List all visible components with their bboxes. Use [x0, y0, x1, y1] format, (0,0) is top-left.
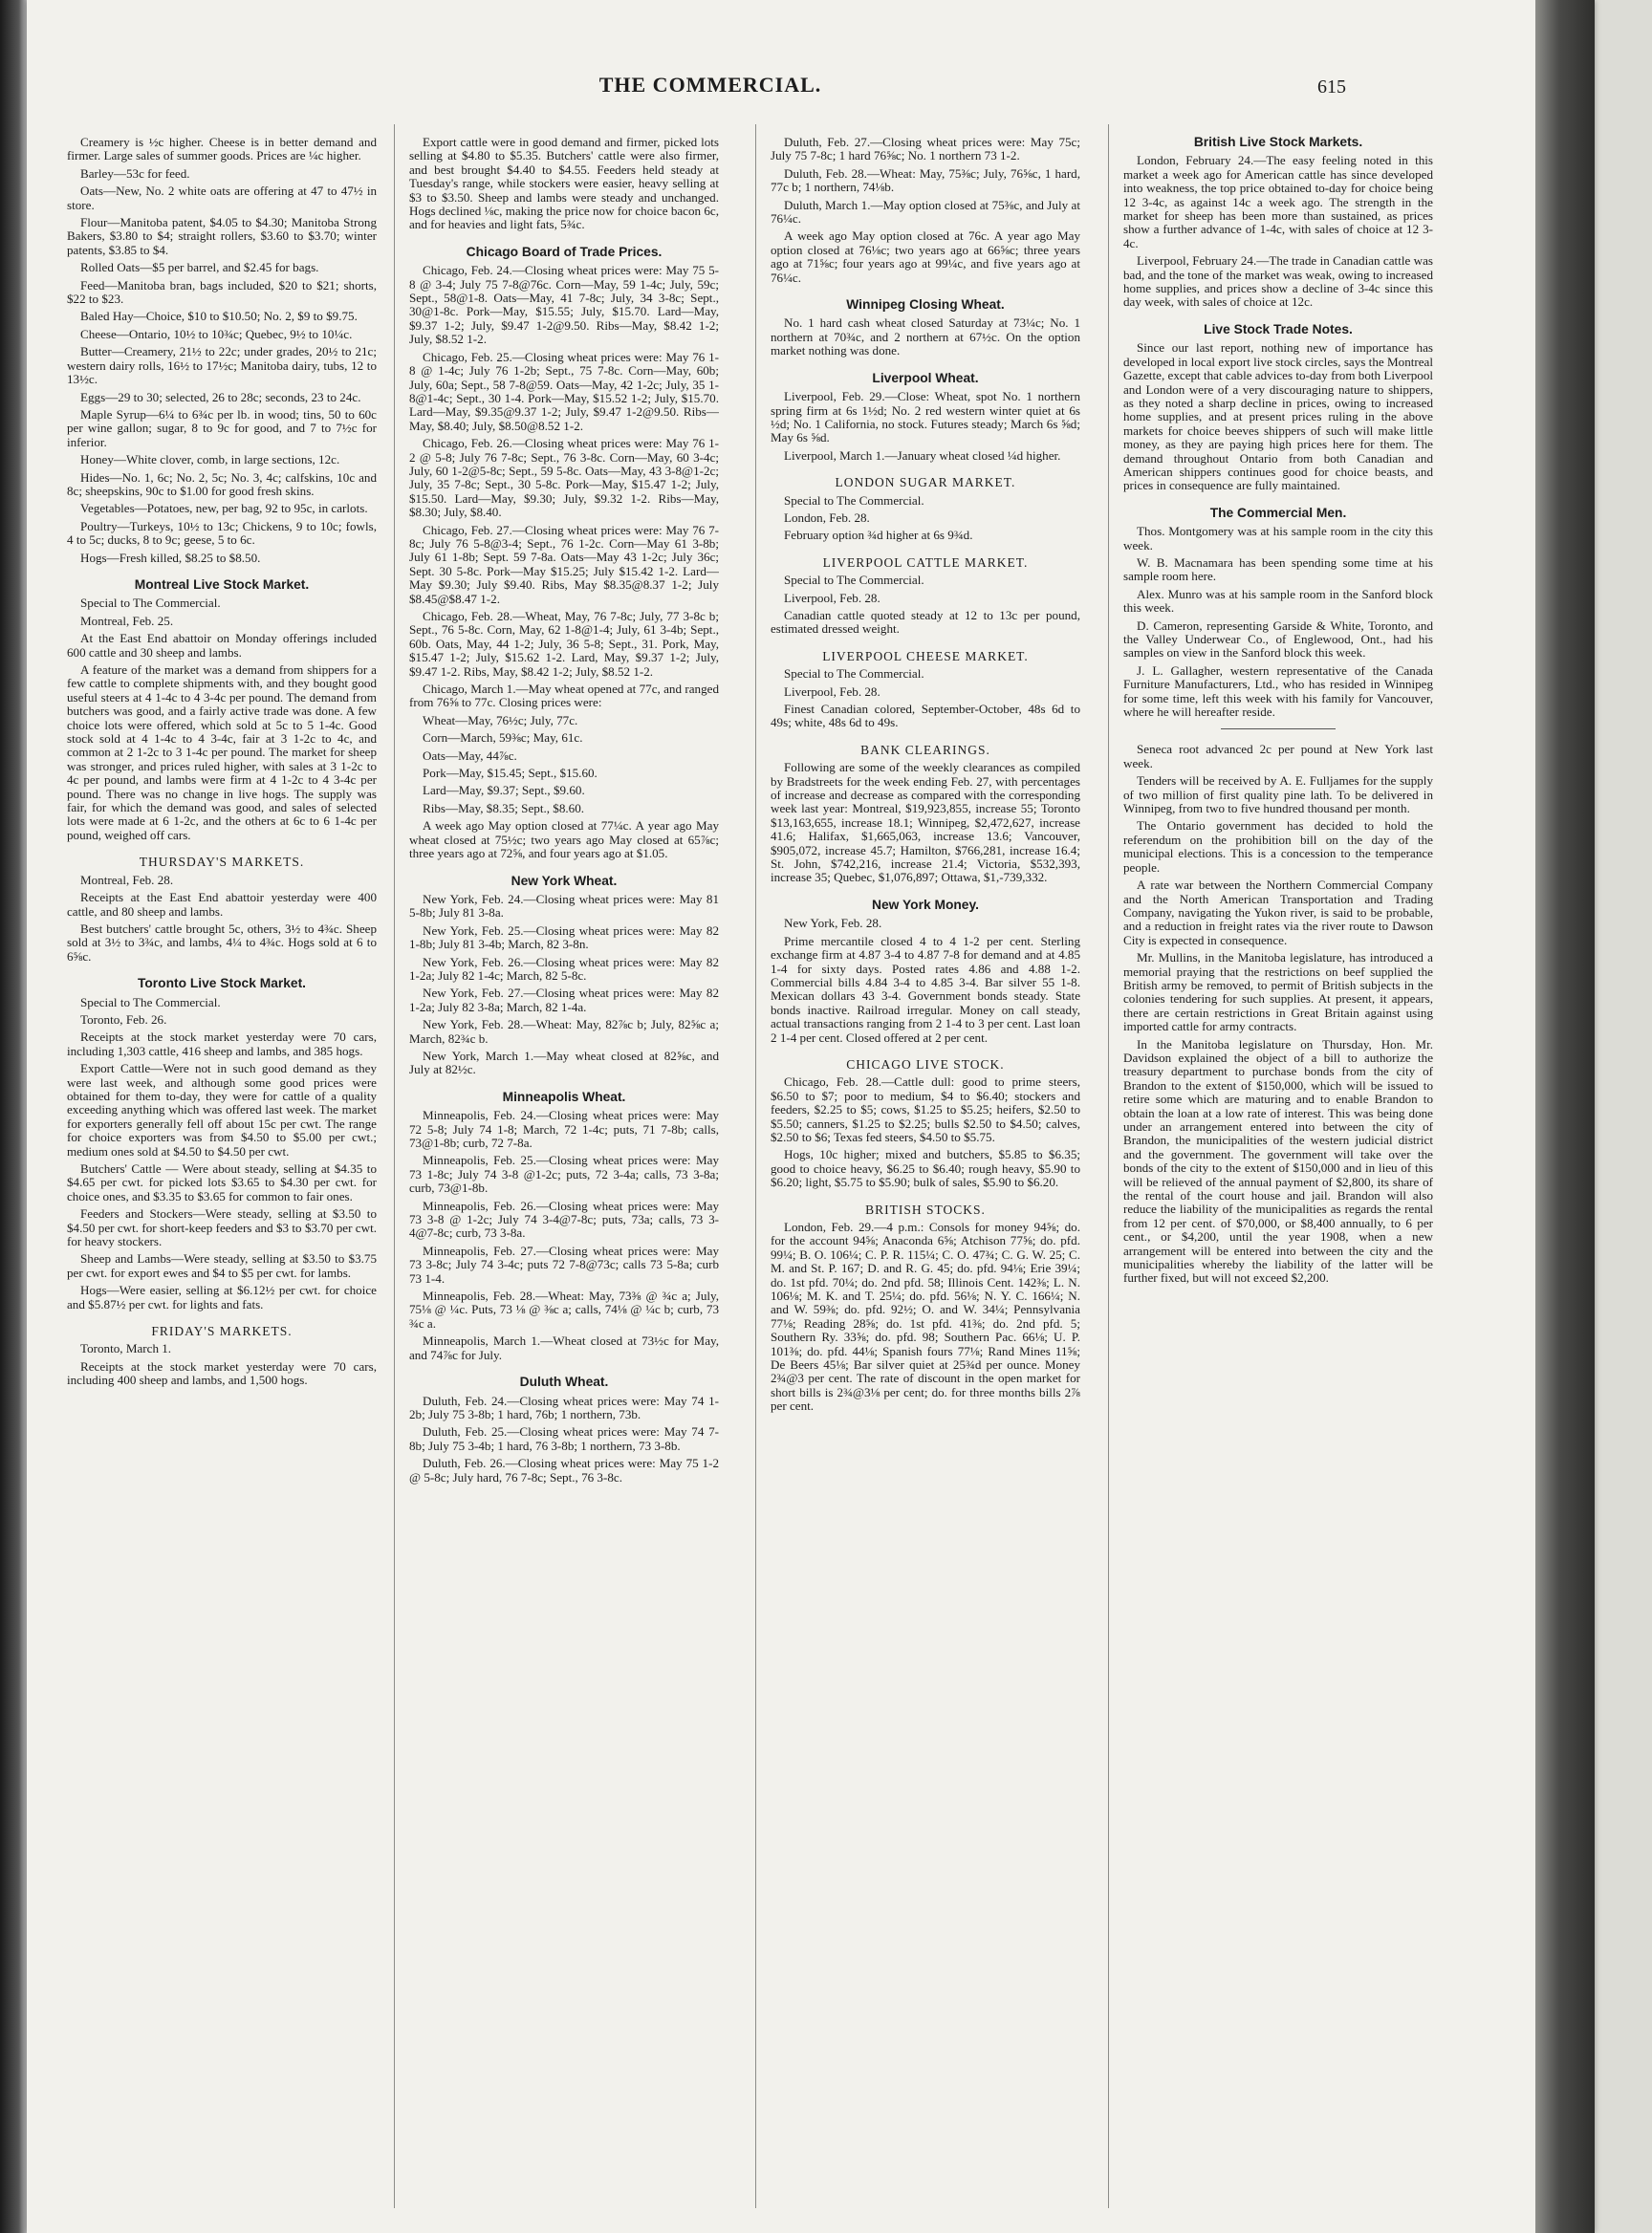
- section-heading: Winnipeg Closing Wheat.: [846, 297, 1005, 313]
- paragraph: Pork—May, $15.45; Sept., $15.60.: [423, 766, 598, 781]
- article-section: [1123, 136, 1433, 310]
- page-edge-shadow: [1535, 0, 1595, 2233]
- section-heading: Live Stock Trade Notes.: [1204, 321, 1353, 336]
- paragraph: Eggs—29 to 30; selected, 26 to 28c; seconds, 23 to 24c.: [80, 389, 361, 404]
- section-heading: New York Wheat.: [511, 873, 618, 888]
- section-heading: LONDON SUGAR MARKET.: [835, 475, 1016, 490]
- paragraph: Toronto, Feb. 26.: [80, 1011, 167, 1027]
- section-heading: BANK CLEARINGS.: [860, 742, 990, 757]
- paragraph: Ribs—May, $8.35; Sept., $8.60.: [423, 800, 585, 815]
- section-heading: Toronto Live Stock Market.: [137, 976, 307, 991]
- paragraph: Since our last report, nothing new of importance has developed in local export live stock circles, says the Montreal Gazette, except that cable advices to-day from both Liverpool and London were of a very discouraging nature to shippers, as they noted a sharp decline in prices, owing to increased home supplies, and at present prices ruling in the above markets for choice beeves shippers of such will make little money, as they are paying high prices here for them. The demand throughout Ontario from both Canadian and American shippers continues good for choice beasts, and prices in consequence are fully maintained.: [1123, 340, 1433, 493]
- section-heading: FRIDAY'S MARKETS.: [151, 1324, 293, 1339]
- section-heading: LIVERPOOL CHEESE MARKET.: [822, 648, 1029, 663]
- paragraph: Hogs—Were easier, selling at $6.12½ per cwt. for choice and $5.87½ per cwt. for lights and fats.: [67, 1283, 377, 1312]
- paragraph: Cheese—Ontario, 10½ to 10¾c; Quebec, 9½ to 10¼c.: [80, 326, 353, 341]
- paragraph: Lard—May, $9.37; Sept., $9.60.: [423, 783, 585, 798]
- page-header: [27, 73, 1595, 105]
- section-heading: THURSDAY'S MARKETS.: [139, 855, 305, 870]
- paragraph: Minneapolis, Feb. 25.—Closing wheat prices were: May 73 1-8c; July 74 3-8 @1-2c; puts, 72 3-4a; calls, 73 3-8a; curb, 73@1-8b.: [409, 1153, 719, 1196]
- article-section: [409, 136, 719, 232]
- paragraph: Baled Hay—Choice, $10 to $10.50; No. 2, $9 to $9.75.: [80, 309, 358, 324]
- article-section: [409, 1376, 719, 1485]
- paragraph: Toronto, March 1.: [80, 1341, 172, 1356]
- paragraph: Liverpool, February 24.—The trade in Canadian cattle was bad, and the tone of the market was weak, owing to increased home supplies, and prices show a decline of 3-4c since this day week, with sales of choice at 12c.: [1123, 253, 1433, 310]
- paragraph: London, Feb. 28.: [784, 509, 870, 525]
- paragraph: New York, Feb. 26.—Closing wheat prices were: May 82 1-2a; July 82 1-4c; March, 82 5-8c.: [409, 954, 719, 983]
- paragraph: Duluth, March 1.—May option closed at 75⅜c, and July at 76¼c.: [771, 197, 1080, 227]
- paragraph: Seneca root advanced 2c per pound at New York last week.: [1123, 742, 1433, 770]
- paragraph: A rate war between the Northern Commercial Company and the North American Transportation and Trading Company, navigating the Yukon river, is said to be probable, and a reduction in freight rates via the river route to Dawson City is expected in consequence.: [1123, 878, 1433, 947]
- section-heading: BRITISH STOCKS.: [865, 1202, 986, 1217]
- paragraph: Oats—New, No. 2 white oats are offering at 47 to 47½ in store.: [67, 184, 377, 212]
- section-heading: Chicago Board of Trade Prices.: [466, 244, 663, 259]
- article-section: [1123, 507, 1433, 730]
- paragraph: Feed—Manitoba bran, bags included, $20 to $21; shorts, $22 to $23.: [67, 277, 377, 307]
- paragraph: Special to The Commercial.: [784, 666, 924, 682]
- paragraph: Special to The Commercial.: [80, 596, 221, 611]
- paragraph: Flour—Manitoba patent, $4.05 to $4.30; Manitoba Strong Bakers, $3.80 to $4; straight rollers, $3.60 to $3.70; winter patents, $3.85 to $4.: [67, 215, 377, 257]
- paragraph: Export Cattle—Were not in such good demand as they were last week, and although some good prices were obtained for them to-day, they were for cattle of a quality exceeding anything which was offered last week. The market for exporters generally fell off about 15c per cwt. The range for choice exporters was from $4.50 to $5.00 per cwt.; medium ones sold at $4.50 to $4.50 per cwt.: [67, 1061, 377, 1159]
- paragraph: Corn—March, 59⅜c; May, 61c.: [423, 730, 583, 746]
- section-divider: [1221, 728, 1336, 729]
- paragraph: Creamery is ½c higher. Cheese is in better demand and firmer. Large sales of summer goods. Prices are ¼c higher.: [67, 135, 377, 163]
- article-section: [67, 1325, 377, 1388]
- article-section: [771, 1203, 1080, 1414]
- paragraph: Sheep and Lambs—Were steady, selling at $3.50 to $3.75 per cwt. for export ewes and $4 to $5 per cwt. for lambs.: [67, 1251, 377, 1280]
- paragraph: Hides—No. 1, 6c; No. 2, 5c; No. 3, 4c; calfskins, 10c and 8c; sheepskins, 90c to $1.00 for good fresh skins.: [67, 469, 377, 498]
- paragraph: New York, Feb. 25.—Closing wheat prices were: May 82 1-8b; July 81 3-4b; March, 82 3-8n.: [409, 922, 719, 952]
- paragraph: Minneapolis, March 1.—Wheat closed at 73½c for May, and 74⅞c for July.: [409, 1333, 719, 1362]
- paragraph: New York, Feb. 28.: [784, 916, 882, 931]
- paragraph: New York, March 1.—May wheat closed at 82⅝c, and July at 82½c.: [409, 1048, 719, 1077]
- paragraph: The Ontario government has decided to hold the referendum on the prohibition bill on the day of the municipal elections. This is a concession to the temperance people.: [1123, 818, 1433, 875]
- paragraph: Montreal, Feb. 25.: [80, 613, 174, 628]
- paragraph: A week ago May option closed at 77¼c. A year ago May wheat closed at 75½c; two years ago May closed at 65⅞c; three years ago at 72⅝, and four years ago at $1.05.: [409, 818, 719, 861]
- paragraph: Montreal, Feb. 28.: [80, 872, 174, 887]
- paragraph: Minneapolis, Feb. 27.—Closing wheat prices were: May 73 3-8c; July 74 3-4c; puts 72 7-8@73c; calls 73 5-8a; curb 73 1-4.: [409, 1243, 719, 1286]
- paragraph: Mr. Mullins, in the Manitoba legislature, has introduced a memorial praying that the restrictions on beef supplied the British army be removed, to permit of British subjects in the colonies tendering for such supplies. At present, it appears, there are certain restrictions in Great Britain against using imported cattle for army contracts.: [1123, 950, 1433, 1034]
- paragraph: Receipts at the stock market yesterday were 70 cars, including 1,303 cattle, 416 sheep and lambs, and 385 hogs.: [67, 1030, 377, 1058]
- article-section: [1123, 323, 1433, 493]
- paragraph: Special to The Commercial.: [784, 492, 924, 508]
- paragraph: New York, Feb. 24.—Closing wheat prices were: May 81 5-8b; July 81 3-8a.: [409, 891, 719, 921]
- article-section: [1123, 743, 1433, 1285]
- section-heading: Liverpool Wheat.: [872, 370, 979, 385]
- paragraph: Alex. Munro was at his sample room in the Sanford block this week.: [1123, 586, 1433, 616]
- paragraph: Chicago, Feb. 28.—Wheat, May, 76 7-8c; July, 77 3-8c b; Sept., 76 5-8c. Corn, May, 62 1-8@1-4; July, 61 3-4b; Sept., 60b. Oats, May, 44 1-2; July, 36 5-8; Sept., 31. Pork, May, $15.47 1-2; July, $15.62 1-2. Lard, May, $9.37 1-2; July, $9.47 1-2. Ribs, May, $8.42 1-2; July, $8.52 1-2.: [409, 609, 719, 679]
- article-section: [67, 856, 377, 964]
- article-section: [771, 556, 1080, 637]
- paragraph: London, Feb. 29.—4 p.m.: Consols for money 94⅝; do. for the account 94⅝; Anaconda 6⅝; Atchison 77⅝; do. pfd. 99¼; B. O. 106¼; C. P. R. 115¼; C. O. 47¾; C. G. W. 25; C. M. and St. P. 167; D. and R. G. 45; do. pfd. 94⅛; Erie 39¼; do. 1st pfd. 70¼; do. 2nd pfd. 58; Illinois Cent. 142⅜; L. N. 106⅛; M. K. and T. 25¼; do. pfd. 56⅛; N. Y. C. 166¼; N. and W. 59⅜; do. pfd. 92½; O. and W. 34¼; Pennsylvania 77⅛; Reading 28⅝; do. 1st pfd. 41⅜; do. 2nd pfd. 5; Southern Ry. 33⅝; do. pfd. 98; Southern Pac. 66⅛; U. P. 101⅜; do. pfd. 44⅛; Spanish fours 77⅛; Rand Mines 11⅝; De Beers 45⅛; Bar silver quiet at 25¾d per ounce. Money 2¾@3 per cent. The rate of discount in the open market for short bills is 2¾@3⅛ per cent; do. for three months bills 2⅞ per cent.: [771, 1220, 1080, 1414]
- column-rule: [1108, 124, 1109, 2208]
- article-section: [67, 578, 377, 842]
- paragraph: W. B. Macnamara has been spending some time at his sample room here.: [1123, 554, 1433, 584]
- paragraph: Duluth, Feb. 27.—Closing wheat prices were: May 75c; July 75 7-8c; 1 hard 76⅝c; No. 1 northern 73 1-2.: [771, 135, 1080, 163]
- paragraph: London, February 24.—The easy feeling noted in this market a week ago for American cattle has since developed into weakness, the top price obtained to-day for choice being 12 3-4c, as against 14c a week ago. The strength in the market for sheep has been more than sustained, as prices show a further advance of 1-4c, with sales of choice at 12 3-4c.: [1123, 153, 1433, 250]
- article-section: [409, 875, 719, 1077]
- paragraph: Minneapolis, Feb. 28.—Wheat: May, 73⅜ @ ¾c a; July, 75⅛ @ ¼c. Puts, 73 ⅛ @ ⅜c a; calls, 74⅛ @ ¼c b; curb, 73 ¾c a.: [409, 1289, 719, 1331]
- paragraph: Following are some of the weekly clearances as compiled by Bradstreets for the week ending Feb. 27, with percentages of increase and decrease as compared with the corresponding week last year: Montreal, $19,923,855, increase 55; Toronto $13,163,655, increase 18.1; Winnipeg, $2,472,627, increase 41.6; Halifax, $1,665,063, increase 13.6; Vancouver, $905,072, increase 45.7; Hamilton, $766,281, increase 16.4; St. John, $742,216, increase 21.4; Victoria, $532,393, increase 35; Quebec, $1,076,897; Ottawa, $1,-739,332.: [771, 760, 1080, 885]
- article-section: [771, 372, 1080, 463]
- newspaper-page: [27, 0, 1595, 2233]
- paragraph: New York, Feb. 28.—Wheat: May, 82⅞c b; July, 82⅝c a; March, 82¾c b.: [409, 1017, 719, 1046]
- paragraph: Maple Syrup—6¼ to 6¾c per lb. in wood; tins, 50 to 60c per wine gallon; sugar, 8 to 9c for good, and 7 to 7½c for inferior.: [67, 406, 377, 449]
- column-3: [771, 122, 1080, 2216]
- paragraph: Best butchers' cattle brought 5c, others, 3½ to 4¾c. Sheep sold at 3½ to 3¾c, and lambs, 4¼ to 4¾c. Hogs sold at 6 to 6⅝c.: [67, 921, 377, 964]
- column-1: [67, 122, 377, 2216]
- paragraph: Minneapolis, Feb. 26.—Closing wheat prices were: May 73 3-8 @ 1-2c; July 74 3-4@7-8c; puts, 73a; calls, 73 3-4@7-8c; curb, 73 3-8a.: [409, 1198, 719, 1241]
- paragraph: Canadian cattle quoted steady at 12 to 13c per pound, estimated dressed weight.: [771, 607, 1080, 637]
- paragraph: Butter—Creamery, 21½ to 22c; under grades, 20½ to 21c; western dairy rolls, 16½ to 17½c; Manitoba dairy, tubs, 12 to 13½c.: [67, 344, 377, 387]
- paragraph: Special to The Commercial.: [80, 994, 221, 1009]
- paragraph: No. 1 hard cash wheat closed Saturday at 73¼c; No. 1 northern at 70¾c, and 2 northern at 67½c. On the option market nothing was done.: [771, 315, 1080, 358]
- paragraph: Vegetables—Potatoes, new, per bag, 92 to 95c, in carlots.: [80, 501, 368, 516]
- paragraph: Hogs, 10c higher; mixed and butchers, $5.85 to $6.35; good to choice heavy, $6.25 to $6.40; rough heavy, $5.90 to $6.20; light, $5.75 to $5.90; bulk of sales, $5.90 to $6.20.: [771, 1147, 1080, 1190]
- paragraph: Prime mercantile closed 4 to 4 1-2 per cent. Sterling exchange firm at 4.87 3-4 to 4.87 7-8 for demand and at 4.85 1-4 for sixty days. Posted rates 4.86 and 4.88 1-2. Commercial bills 4.84 3-4 to 4.85 3-4. Bar silver 55 1-8. Mexican dollars 43 3-4. Government bonds steady. State bonds inactive. Railroad irregular. Money on call steady, actual transactions ranging from 2 1-4 to 3 per cent. Last loan 2 1-4 per cent. Closed offered at 2 per cent.: [771, 933, 1080, 1045]
- section-heading: Duluth Wheat.: [519, 1375, 609, 1390]
- paragraph: Feeders and Stockers—Were steady, selling at $3.50 to $4.50 per cwt. for short-keep feeders and $3 to $3.70 per cwt. for heavy stockers.: [67, 1206, 377, 1249]
- paragraph: Receipts at the East End abattoir yesterday were 400 cattle, and 80 sheep and lambs.: [67, 890, 377, 919]
- paragraph: A week ago May option closed at 76c. A year ago May option closed at 76⅛c; two years ago at 66⅝c; three years ago at 71⅝c; four years ago at 99¼c, and five years ago at 76¼c.: [771, 228, 1080, 285]
- article-section: [409, 1091, 719, 1362]
- paragraph: Rolled Oats—$5 per barrel, and $2.45 for bags.: [80, 260, 319, 275]
- paragraph: At the East End abattoir on Monday offerings included 600 cattle and 30 sheep and lambs.: [67, 631, 377, 660]
- paragraph: Chicago, Feb. 25.—Closing wheat prices were: May 76 1-8 @ 1-4c; July 76 1-2b; Sept., 75 7-8c. Corn—May, 60b; July, 60a; Sept., 58 7-8@59. Oats—May, 42 1-2c; July, 35 1-8@1-4c; Sept., 30 1-4. Pork—May, $15.52 1-2; July, $15.70. Lard—May, $9.35@9.37 1-2; July, $9.47 1-2@9.50. Ribs—May, $8.40; July, $8.50@8.52 1-2.: [409, 349, 719, 433]
- page-number: 615: [1317, 76, 1346, 98]
- paragraph: February option ¾d higher at 6s 9¾d.: [784, 528, 973, 543]
- paragraph: Duluth, Feb. 28.—Wheat: May, 75⅜c; July, 76⅝c, 1 hard, 77c b; 1 northern, 74⅛b.: [771, 165, 1080, 195]
- article-section: [67, 136, 377, 565]
- paragraph: Poultry—Turkeys, 10½ to 13c; Chickens, 9 to 10c; fowls, 4 to 5c; ducks, 8 to 9c; geese, 5 to 6c.: [67, 518, 377, 548]
- paragraph: New York, Feb. 27.—Closing wheat prices were: May 82 1-2a; July 82 3-8a; March, 82 1-4a.: [409, 986, 719, 1014]
- article-section: [771, 136, 1080, 285]
- article-section: [771, 899, 1080, 1045]
- article-section: [771, 1058, 1080, 1190]
- paragraph: Liverpool, Feb. 28.: [784, 683, 880, 699]
- paragraph: Liverpool, Feb. 28.: [784, 590, 880, 605]
- running-title: THE COMMERCIAL.: [598, 73, 822, 97]
- article-section: [771, 298, 1080, 358]
- paragraph: Special to The Commercial.: [784, 573, 924, 588]
- paragraph: Barley—53c for feed.: [80, 165, 190, 181]
- paragraph: J. L. Gallagher, western representative of the Canada Furniture Manufacturers, Ltd., who has resided in Winnipeg for some time, left this week with his family for Vancouver, where he will hereafter reside.: [1123, 662, 1433, 720]
- article-section: [67, 977, 377, 1312]
- paragraph: Finest Canadian colored, September-October, 48s 6d to 49s; white, 48s 6d to 49s.: [771, 702, 1080, 730]
- paragraph: A feature of the market was a demand from shippers for a few cattle to complete shipments with, and they bought good useful steers at 4 1-4c to 4 3-4c per pound. The demand from butchers was good, and a fairly active trade was done. A few choice lots were offered, which sold at 5c to 5 1-4c. Good stock sold at 4 1-4c to 4 3-4c, fair at 3 1-2c to 4c, and common at 2 1-2c to 3 1-4c per pound. The market for sheep was stronger, and prices ruled higher, with sales at 3 1-2c to 4c per pound, and lambs were firm at 4 1-2c to 4 3-4c per pound. There was no change in live hogs. The supply was fair, for which the demand was good, and sales of selected lots were made at 6 1-2c, and the others at 6c to 6 1-4c per pound, weighed off cars.: [67, 662, 377, 842]
- section-heading: The Commercial Men.: [1209, 505, 1347, 520]
- paragraph: Receipts at the stock market yesterday were 70 cars, including 400 sheep and lambs, and 1,500 hogs.: [67, 1358, 377, 1388]
- paragraph: Butchers' Cattle — Were about steady, selling at $4.35 to $4.65 per cwt. for picked lots $3.65 to $4.30 per cwt. for choice ones, and $3.35 to $3.65 for common to fair ones.: [67, 1161, 377, 1203]
- paragraph: Export cattle were in good demand and firmer, picked lots selling at $4.80 to $5.35. Butchers' cattle were also firmer, and best brought $4.40 to $4.55. Feeders held steady at Tuesday's range, while stockers were easier, heavy selling at $3 to $3.50. Sheep and lambs were steady and unchanged. Hogs declined ⅛c, making the price now for choice bacon 6c, and for heavies and light fats, 5¾c.: [409, 135, 719, 232]
- column-4: [1123, 122, 1433, 2216]
- article-section: [771, 476, 1080, 543]
- paragraph: Minneapolis, Feb. 24.—Closing wheat prices were: May 72 5-8; July 74 1-8; March, 72 1-4c; puts, 71 7-8b; calls, 73@1-8b; curb, 72 7-8a.: [409, 1108, 719, 1150]
- section-heading: Minneapolis Wheat.: [502, 1089, 626, 1104]
- paragraph: Thos. Montgomery was at his sample room in the city this week.: [1123, 524, 1433, 553]
- section-heading: LIVERPOOL CATTLE MARKET.: [822, 554, 1029, 570]
- column-rule: [755, 124, 756, 2208]
- paragraph: Duluth, Feb. 24.—Closing wheat prices were: May 74 1-2b; July 75 3-8b; 1 hard, 76b; 1 northern, 73b.: [409, 1393, 719, 1421]
- paragraph: In the Manitoba legislature on Thursday, Hon. Mr. Davidson explained the object of a bill to authorize the treasury department to purchase bonds from the city of Brandon to the extent of $150,000, which will be issued to retire some which are maturing and to enable Brandon to obtain the loan at a low rate of interest. This was being done under an arrangement entered into between the city of Brandon, the municipalities of the western judicial district and the government. The government will take over the bonds of the city to the extent of $150,000 and in lieu of this will be relieved of the annual payment of $2,800, its share of the rental of the court house and jail. Brandon will also reduce the liability of the municipalities as regards the rental from 12 per cent. of $70,000, or $8,400 annually, to 6 per cent., or $4,200, until the year 1908, when a new arrangement will be entered into between the city and the municipalities whereby the liability of the latter will be further fixed, but will not exceed $2,200.: [1123, 1036, 1433, 1286]
- article-section: [771, 650, 1080, 730]
- binding-gutter: [0, 0, 27, 2233]
- paragraph: Liverpool, March 1.—January wheat closed ¼d higher.: [784, 447, 1061, 463]
- paragraph: Chicago, Feb. 28.—Cattle dull: good to prime steers, $6.50 to $7; poor to medium, $4 to $6.40; stockers and feeders, $2.25 to $5; cows, $1.25 to $5.25; heifers, $2.50 to $5.50; canners, $1.25 to $2.25; bulls $2.50 to $4.50; calves, $2.50 to $6; Texas fed steers, $4.50 to $5.75.: [771, 1074, 1080, 1144]
- section-heading: Montreal Live Stock Market.: [134, 576, 310, 592]
- paragraph: Hogs—Fresh killed, $8.25 to $8.50.: [80, 550, 261, 565]
- paragraph: Wheat—May, 76½c; July, 77c.: [423, 712, 578, 727]
- article-section: [409, 246, 719, 861]
- section-heading: New York Money.: [872, 897, 979, 912]
- article-section: [771, 744, 1080, 885]
- paragraph: Honey—White clover, comb, in large sections, 12c.: [80, 452, 340, 467]
- paragraph: Tenders will be received by A. E. Fulljames for the supply of two million of first quality pine lath. To be delivered in Winnipeg, from two to five hundred thousand per month.: [1123, 773, 1433, 816]
- paragraph: Chicago, Feb. 26.—Closing wheat prices were: May 76 1-2 @ 5-8; July 76 7-8c; Sept., 76 3-8c. Corn—May, 60 3-4c; July, 60 1-2@5-8c; Sept., 59 5-8c. Oats—May, 43 3-8@1-2c; July, 35 7-8c; Sept., 30 5-8c. Pork—May, $15.47 1-2; July, $15.50. Lard—May, $9.30; July, $9.32 1-2. Ribs—May, $8.30; July, $8.40.: [409, 436, 719, 520]
- paragraph: D. Cameron, representing Garside & White, Toronto, and the Valley Underwear Co., of Englewood, Ont., had his samples on view in the Sanford block this week.: [1123, 618, 1433, 661]
- paragraph: Chicago, Feb. 27.—Closing wheat prices were: May 76 7-8c; July 76 5-8@3-4; Sept., 76 1-2c. Corn—May 61 3-8b; July 61 1-8b; Sept. 59 7-8a. Oats—May 43 1-2c; July 36c; Sept. 30 5-8c. Pork—May $15.25; July $15.42 1-2. Lard—May $9.30; July $9.40. Ribs, May $8.35@8.37 1-2; July $8.45@$8.47 1-2.: [409, 522, 719, 606]
- column-rule: [394, 124, 395, 2208]
- paragraph: Liverpool, Feb. 29.—Close: Wheat, spot No. 1 northern spring firm at 6s 1½d; No. 2 red western winter quiet at 6s ½d; No. 1 California, no stock. Futures steady; March 6s ⅝d; May 6s ⅝d.: [771, 389, 1080, 445]
- section-heading: CHICAGO LIVE STOCK.: [846, 1056, 1005, 1072]
- paragraph: Duluth, Feb. 26.—Closing wheat prices were: May 75 1-2 @ 5-8c; July hard, 76 7-8c; Sept., 76 3-8c.: [409, 1456, 719, 1485]
- paragraph: Duluth, Feb. 25.—Closing wheat prices were: May 74 7-8b; July 75 3-4b; 1 hard, 76 3-8b; 1 northern, 73 3-8b.: [409, 1424, 719, 1453]
- section-heading: British Live Stock Markets.: [1193, 135, 1363, 149]
- paragraph: Chicago, March 1.—May wheat opened at 77c, and ranged from 76⅝ to 77c. Closing prices were:: [409, 682, 719, 710]
- column-2: [409, 122, 719, 2216]
- paragraph: Chicago, Feb. 24.—Closing wheat prices were: May 75 5-8 @ 3-4; July 75 7-8@76c. Corn—May, 59 1-4c; July, 59c; Sept., 58@1-8. Oats—May, 41 7-8c; July, 34 3-8c; Sept., 30@1-8c. Pork—May, $15.55; July, $15.70. Lard—May, $9.37 1-2; July, $9.47 1-2@9.50. Ribs—May, $8.42 1-2; July, $8.52 1-2.: [409, 263, 719, 347]
- paragraph: Oats—May, 44⅞c.: [423, 748, 517, 763]
